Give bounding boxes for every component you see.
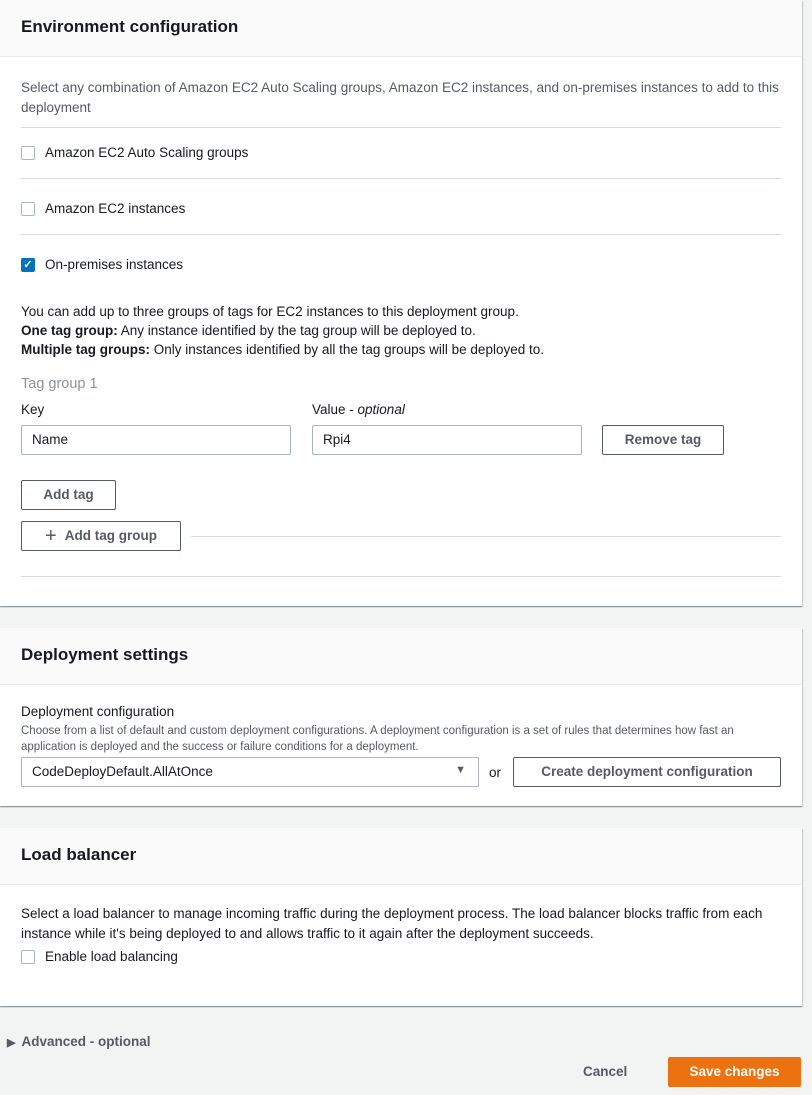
- or-text: or: [489, 765, 502, 780]
- multi-tag-bold: Multiple tag groups:: [21, 342, 150, 357]
- caret-right-icon: ▶: [7, 1037, 16, 1049]
- tag-value-input[interactable]: Rpi4: [312, 425, 582, 455]
- advanced-label: Advanced - optional: [21, 1034, 151, 1049]
- save-changes-button[interactable]: Save changes: [668, 1057, 801, 1087]
- auto-scaling-label[interactable]: Amazon EC2 Auto Scaling groups: [45, 145, 249, 160]
- one-tag-text: Any instance identified by the tag group will be deployed to.: [117, 323, 476, 338]
- value-label-text: Value -: [312, 402, 358, 417]
- divider: [21, 576, 781, 577]
- panel-title: Load balancer: [0, 828, 802, 885]
- tag-help: [21, 302, 544, 359]
- deployment-settings-panel: [0, 628, 802, 806]
- auto-scaling-checkbox[interactable]: [21, 146, 35, 160]
- divider: [191, 536, 781, 537]
- multi-tag-line: [21, 340, 544, 359]
- remove-tag-button[interactable]: Remove tag: [602, 425, 724, 455]
- add-tag-button[interactable]: Add tag: [21, 480, 116, 510]
- tag-group-title: Tag group 1: [21, 376, 98, 392]
- deployment-config-select[interactable]: [21, 757, 479, 787]
- selected-value: CodeDeployDefault.AllAtOnce: [32, 764, 213, 779]
- cancel-button[interactable]: Cancel: [583, 1064, 628, 1079]
- tag-info: You can add up to three groups of tags for EC2 instances to this deployment group.: [21, 304, 519, 319]
- enable-load-balancing-label[interactable]: Enable load balancing: [45, 949, 178, 964]
- create-deployment-config-button[interactable]: Create deployment configuration: [513, 757, 781, 787]
- one-tag-line: [21, 321, 544, 340]
- advanced-toggle[interactable]: [7, 1034, 150, 1049]
- environment-description: Select any combination of Amazon EC2 Auto Scaling groups, Amazon EC2 instances, and on-premises instances to add to this deployment: [21, 80, 779, 115]
- ec2-instances-label[interactable]: Amazon EC2 instances: [45, 201, 186, 216]
- load-balancer-panel: [0, 828, 802, 1006]
- tag-key-input[interactable]: Name: [21, 425, 291, 455]
- enable-load-balancing-checkbox[interactable]: [21, 950, 35, 964]
- add-tag-group-label: Add tag group: [64, 528, 157, 543]
- value-label: [312, 402, 405, 417]
- divider: [21, 127, 781, 128]
- divider: [21, 234, 781, 235]
- on-premises-checkbox[interactable]: [21, 258, 35, 272]
- deployment-config-label: Deployment configuration: [21, 704, 175, 719]
- add-tag-group-button[interactable]: [21, 521, 181, 551]
- plus-icon: +: [45, 525, 57, 547]
- on-premises-label[interactable]: On-premises instances: [45, 257, 184, 272]
- deployment-config-description: Choose from a list of default and custom deployment configurations. A deployment configuration is a set of rules that determines how fast an application is deployed and the success or failure conditions for a deployment.: [21, 725, 734, 753]
- panel-title: Deployment settings: [0, 628, 802, 685]
- ec2-instances-checkbox[interactable]: [21, 202, 35, 216]
- one-tag-bold: One tag group:: [21, 323, 118, 338]
- optional-text: optional: [357, 402, 405, 417]
- panel-title: Environment configuration: [0, 0, 802, 57]
- divider: [21, 178, 781, 179]
- key-label: Key: [21, 402, 45, 417]
- multi-tag-text: Only instances identified by all the tag groups will be deployed to.: [150, 342, 544, 357]
- load-balancer-description: Select a load balancer to manage incoming traffic during the deployment process. The load balancer blocks traffic from each instance while it's being deployed to and allows traffic to it again after the deployment succeeds.: [21, 906, 763, 941]
- caret-down-icon: ▼: [455, 764, 466, 776]
- checkmark-icon: ✓: [23, 259, 33, 271]
